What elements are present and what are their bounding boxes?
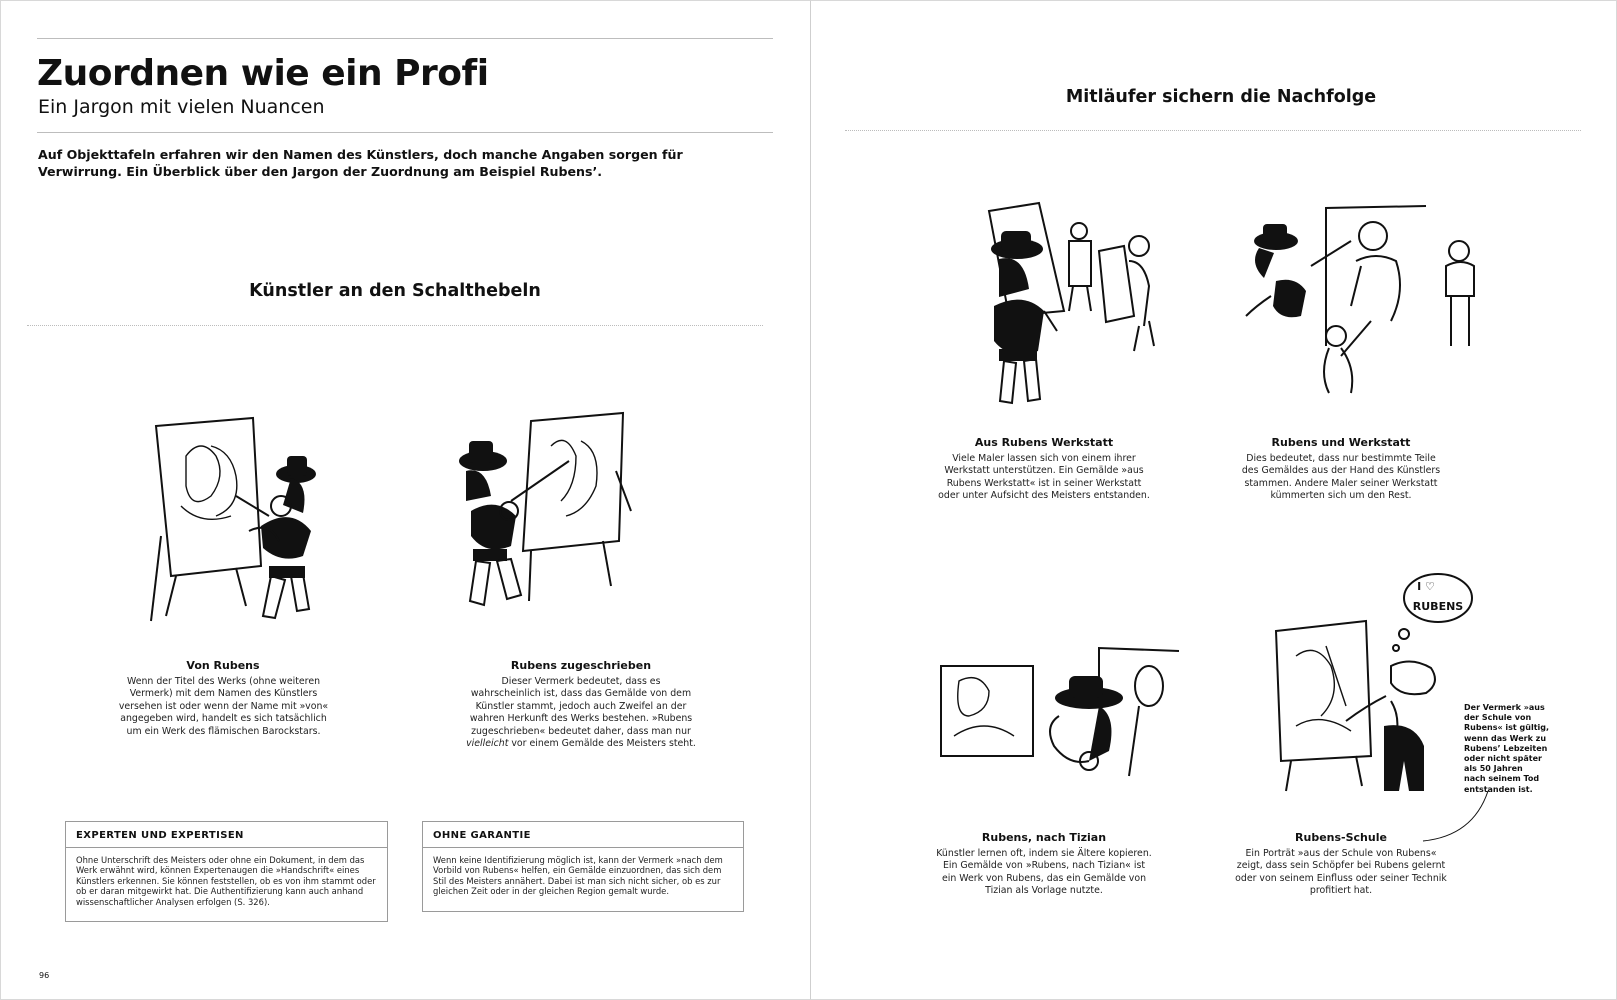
item-title-aus-rubens-werkstatt: Aus Rubens Werkstatt bbox=[974, 436, 1114, 449]
experts-box bbox=[65, 821, 388, 922]
item-body-rubens-zugeschrieben bbox=[431, 676, 731, 750]
section-heading-right: Mitläufer sichern die Nachfolge bbox=[1065, 87, 1377, 107]
item-title-rubens-schule: Rubens-Schule bbox=[1295, 831, 1387, 844]
section-divider bbox=[27, 325, 763, 326]
body-line-end: vor einem Gemälde des Meisters steht. bbox=[508, 738, 696, 750]
item-title-rubens-zugeschrieben: Rubens zugeschrieben bbox=[510, 659, 652, 672]
rubens-and-workshop-illustration bbox=[1241, 206, 1481, 406]
rubens-school-illustration bbox=[1266, 576, 1496, 806]
body-line: wahren Herkunft des Werks bestehen. »Rubens bbox=[469, 713, 693, 725]
workshop-illustration bbox=[969, 201, 1169, 411]
body-line: zugeschrieben« bedeutet daher, dass man nur bbox=[471, 725, 691, 737]
no-guarantee-box-body: Wenn keine Identifizierung möglich ist, kann der Vermerk »nach dem Vorbild von Rubens« helfen, ein Gemälde einzuordnen, das sich dem Stil des Meisters annähert. Dabei ist man sich nicht sicher, ob es zur gleichen Zeit oder in der gleichen Region gemalt wurde. bbox=[433, 855, 723, 897]
thought-bubble-line2: RUBENS bbox=[1412, 600, 1464, 613]
item-title-rubens-nach-tizian: Rubens, nach Tizian bbox=[981, 831, 1107, 844]
section-heading: Künstler an den Schalthebeln bbox=[249, 281, 541, 301]
body-line: Dieser Vermerk bedeutet, dass es bbox=[501, 676, 661, 687]
rubens-painting-illustration bbox=[141, 416, 341, 636]
no-guarantee-box-heading: OHNE GARANTIE bbox=[423, 822, 743, 848]
page-subtitle: Ein Jargon mit vielen Nuancen bbox=[38, 96, 325, 118]
right-page bbox=[810, 0, 1617, 1000]
rubens-after-titian-illustration bbox=[939, 646, 1189, 796]
item-title-rubens-und-werkstatt: Rubens und Werkstatt bbox=[1271, 436, 1411, 449]
thought-bubble-line1: I ♡ bbox=[1417, 580, 1435, 593]
subtitle-rule bbox=[37, 132, 773, 133]
body-line: wahrscheinlich ist, dass das Gemälde von dem bbox=[470, 688, 692, 700]
item-body-von-rubens: Wenn der Titel des Werks (ohne weiteren Vermerk) mit dem Namen des Künstlers versehen ist oder wenn der Name mit »von« angegeben wird, handelt es sich tatsächlich um ein Werk des flämischen Barockstars. bbox=[118, 676, 329, 737]
item-body-rubens-nach-tizian: Künstler lernen oft, indem sie Ältere kopieren. Ein Gemälde von »Rubens, nach Tizian« ist ein Werk von Rubens, das ein Gemälde von Tizian als Vorlage nutzte. bbox=[936, 848, 1152, 897]
no-guarantee-box bbox=[422, 821, 744, 912]
rubens-attributed-illustration bbox=[451, 411, 641, 626]
experts-box-heading: EXPERTEN UND EXPERTISEN bbox=[66, 822, 387, 848]
section-divider-right bbox=[845, 130, 1581, 131]
page-number: 96 bbox=[39, 971, 50, 980]
side-note: Der Vermerk »aus der Schule von Rubens« ist gültig, wenn das Werk zu Rubens’ Lebzeiten oder nicht später als 50 Jahren nach seinem Tod entstanden ist. bbox=[1464, 703, 1550, 794]
body-line-last bbox=[431, 738, 731, 750]
experts-box-body: Ohne Unterschrift des Meisters oder ohne ein Dokument, in dem das Werk erwähnt wird, können Expertenaugen die »Handschrift« eines Künstlers erkennen. Sie können feststellen, ob es von ihm stammt oder ob er daran mitgewirkt hat. Die Authentifizierung kann auch anhand wissenschaftlicher Analysen erfolgen (S. 326). bbox=[76, 855, 376, 907]
item-body-aus-rubens-werkstatt: Viele Maler lassen sich von einem ihrer Werkstatt unterstützen. Ein Gemälde »aus Rubens Werkstatt« ist in seiner Werkstatt oder unter Aufsicht des Meisters entstanden. bbox=[938, 453, 1150, 502]
intro-text: Auf Objekttafeln erfahren wir den Namen des Künstlers, doch manche Angaben sorgen für Verwirrung. Ein Überblick über den Jargon der Zuordnung am Beispiel Rubens’. bbox=[38, 147, 683, 179]
item-title-von-rubens: Von Rubens bbox=[186, 659, 260, 672]
emphasis-text: vielleicht bbox=[466, 738, 509, 750]
page-title: Zuordnen wie ein Profi bbox=[37, 53, 489, 94]
item-body-rubens-und-werkstatt: Dies bedeutet, dass nur bestimmte Teile des Gemäldes aus der Hand des Künstlers stammen. Andere Maler seiner Werkstatt kümmerten sich um den Rest. bbox=[1241, 453, 1441, 502]
body-line: Künstler stammt, jedoch auch Zweifel an der bbox=[475, 700, 687, 712]
item-body-rubens-schule: Ein Porträt »aus der Schule von Rubens« zeigt, dass sein Schöpfer bei Rubens gelernt oder von seinem Einfluss oder seiner Technik profitiert hat. bbox=[1235, 848, 1447, 897]
top-rule bbox=[37, 38, 773, 39]
